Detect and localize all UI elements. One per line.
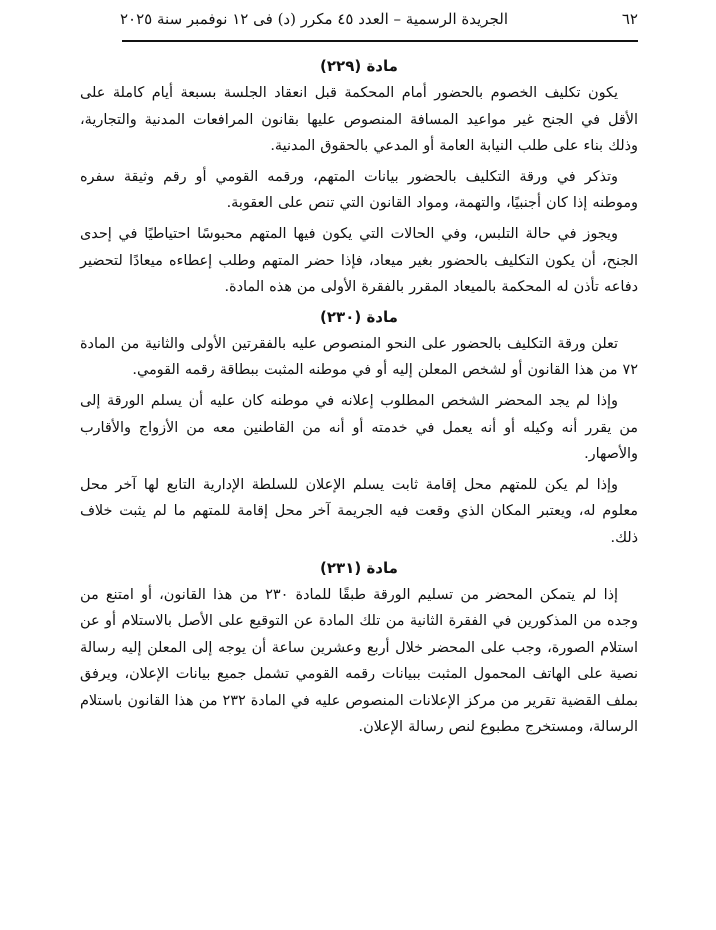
article-paragraph: وتذكر في ورقة التكليف بالحضور بيانات المتهم، ورقمه القومي أو رقم وثيقة سفره وموطنه إذا كان أجنبيًا، والتهمة، ومواد القانون التي تنص على العقوبة. (80, 168, 638, 212)
page-header (120, 6, 638, 32)
article-229 (80, 54, 638, 301)
article-title: مادة (٢٣١) (320, 558, 398, 577)
article-paragraph: وإذا لم يجد المحضر الشخص المطلوب إعلانه في موطنه كان عليه أن يسلم الورقة إلى من يقرر أنه وكيله أو أنه يعمل في خدمته أو أنه من القاطنين معه من الأزواج والأقارب والأصهار. (80, 392, 638, 463)
page-number: ٦٢ (621, 10, 638, 28)
article-230 (80, 305, 638, 552)
article-paragraph: وإذا لم يكن للمتهم محل إقامة ثابت يسلم الإعلان للسلطة الإدارية التابع لها آخر محل معلوم له، ويعتبر المكان الذي وقعت فيه الجريمة آخر محل إقامة للمتهم ما لم يثبت خلاف ذلك. (80, 476, 638, 546)
article-title: مادة (٢٢٩) (320, 57, 398, 75)
page-body (80, 52, 638, 745)
article-231 (80, 556, 638, 742)
article-paragraph: إذا لم يتمكن المحضر من تسليم الورقة طبقًا للمادة ٢٣٠ من هذا القانون، أو امتنع من وجده من المذكورين في الفقرة الثانية من تلك المادة عن التوقيع على الأصل بالاستلام أو عن استلام الصورة، وجب على المحضر خلال أربع وعشرين ساعة أن يوجه إلى المعلن إليه رسالة نصية على الهاتف المحمول المثبت ببيانات رقمه القومي تشمل جميع بيانات الإعلان، ويرفق بملف القضية تقرير من مركز الإعلانات المنصوص عليه في المادة ٢٣٢ من هذا القانون باستلام الرسالة، ومستخرج مطبوع لنص رسالة الإعلان. (80, 586, 638, 736)
header-divider (122, 40, 638, 42)
header-title: الجريدة الرسمية – العدد ٤٥ مكرر (د) فى ١٢ نوفمبر سنة ٢٠٢٥ (120, 10, 508, 28)
article-paragraph: ويجوز في حالة التلبس، وفي الحالات التي يكون فيها المتهم محبوسًا احتياطيًا في إحدى الجنح، أن يكون التكليف بالحضور بغير ميعاد، فإذا حضر المتهم وطلب إعطاءه ميعادًا لتحضير دفاعه تأذن له المحكمة بالميعاد المقرر بالفقرة الأولى من هذه المادة. (80, 225, 638, 296)
article-paragraph: يكون تكليف الخصوم بالحضور أمام المحكمة قبل انعقاد الجلسة بسبعة أيام كاملة على الأقل في الجنح غير مواعيد المسافة المنصوص عليها بقانون المرافعات المدنية والتجارية، وذلك بناء على طلب النيابة العامة أو المدعي بالحقوق المدنية. (80, 85, 638, 155)
article-paragraph: تعلن ورقة التكليف بالحضور على النحو المنصوص عليه بالفقرتين الأولى والثانية من المادة ٧٢ من هذا القانون أو لشخص المعلن إليه أو في موطنه المثبت ببطاقة رقمه القومي. (80, 335, 638, 379)
article-title: مادة (٢٣٠) (320, 307, 398, 326)
